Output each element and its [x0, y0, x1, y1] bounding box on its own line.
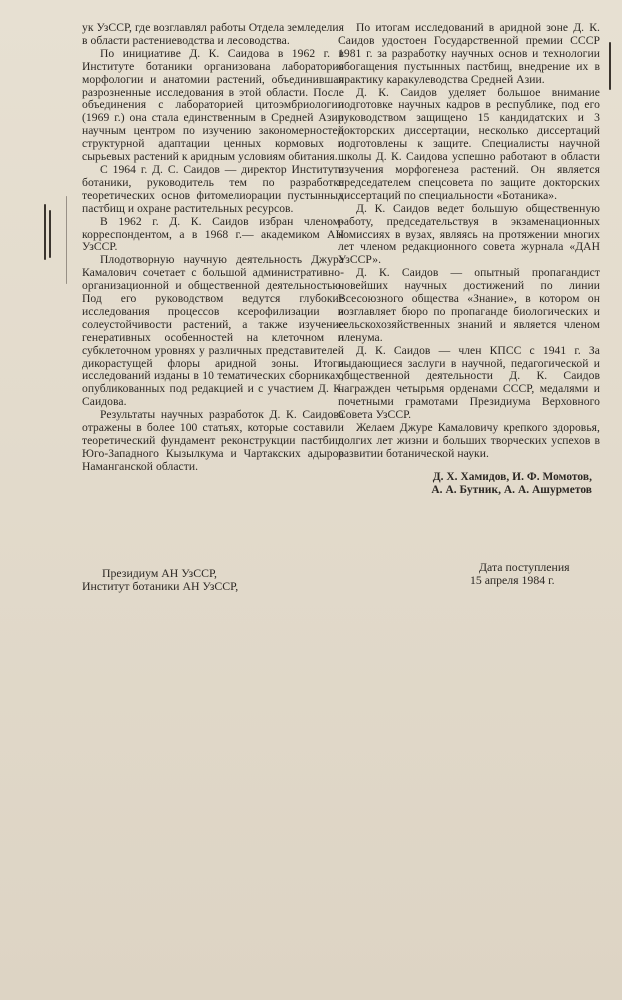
- left-paragraph-1: ук УзССР, где возглавлял работы Отдела земледелия в области растениеводства и лесоводства.: [82, 21, 344, 47]
- margin-mark-left-3: [66, 196, 67, 284]
- margin-mark-left-2: [49, 210, 51, 258]
- right-column: [338, 22, 600, 497]
- right-paragraph-6: Желаем Джуре Камаловичу крепкого здоровья, долгих лет жизни и больших творческих успехов в развитии ботанической науки.: [338, 421, 600, 460]
- receipt-label: Дата поступления: [479, 560, 570, 574]
- left-paragraph-6: Результаты научных разработок Д. К. Саидова отражены в более 100 статьях, которые составили теоретический фундамент реконструкции пастбищ Юго-Западного Кызылкума и Чартакских адыров Наманганской области.: [82, 408, 344, 473]
- left-paragraph-5: Плодотворную научную деятельность Джура Камалович сочетает с большой административно-организационной и общественной деятельностью. Под его руководством ведутся глубокие исследования процессов ксерофилизации и солеустойчивости растений, а также изучение генеративных особенностей на клеточном и субклеточном уровнях у различных представителей дикорастущей флоры аридной зоны. Итоги исследований изданы в 10 тематических сборниках, опубликованных под редакцией и с участием Д. К. Саидова.: [82, 253, 344, 409]
- authors-line-1: Д. Х. Хамидов, И. Ф. Момотов,: [432, 470, 592, 483]
- left-column: [82, 22, 344, 474]
- left-paragraph-3: С 1964 г. Д. С. Саидов — директор Института ботаники, руководитель тем по разработке теоретических основ фитомелиорации пустынных пастбищ и охране растительных ресурсов.: [82, 162, 344, 215]
- right-paragraph-3: Д. К. Саидов ведет большую общественную работу, председательствуя в экзаменационных комиссиях в вузах, являясь на протяжении многих лет членом редакционного совета журнала «ДАН УзССР».: [338, 201, 600, 267]
- right-paragraph-2: Д. К. Саидов уделяет большое внимание подготовке научных кадров в республике, под его руководством защищено 15 кандидатских и 3 докторских диссертации, несколько диссертаций подготовлены к защите. Специалисты научной школы Д. К. Саидова успешно работают в области изучения морфогенеза растений. Он является председателем спецсовета по защите докторских диссертаций по специальности «Ботаника».: [338, 85, 600, 202]
- affiliation-line-2: Институт ботаники АН УзССР,: [82, 579, 239, 594]
- left-paragraph-4: В 1962 г. Д. К. Саидов избран членом-корреспондентом, а в 1968 г.— академиком АН УзССР.: [82, 214, 344, 254]
- right-paragraph-4: Д. К. Саидов — опытный пропагандист новейших научных достижений по линии Всесоюзного общества «Знание», в котором он возглавляет бюро по пропаганде биологических и сельскохозяйственных знаний и является членом пленума.: [338, 266, 600, 344]
- left-paragraph-2: По инициативе Д. К. Саидова в 1962 г. в Институте ботаники организована лаборатория морфологии и анатомии растений, объединившая разрозненные исследования в этой области. После объединения с лабораторией цитоэмбриологии (1969 г.) она стала единственным в Средней Азии научным центром по изучению закономерностей структурной адаптации ценных кормовых и сырьевых растений к аридным условиям обитания.: [82, 46, 344, 164]
- margin-mark-left-1: [44, 204, 46, 260]
- affiliation: [82, 567, 322, 594]
- right-paragraph-5: Д. К. Саидов — член КПСС с 1941 г. За выдающиеся заслуги в научной, педагогической и общественной деятельности Д. К. Саидов награжден четырьмя орденами СССР, медалями и почетными грамотами Президиума Верховного Совета УзССР.: [338, 343, 600, 422]
- receipt-date: [470, 561, 610, 588]
- author-list: [338, 471, 600, 497]
- authors-line-2: А. А. Бутник, А. А. Ашурметов: [431, 483, 592, 496]
- right-paragraph-1: По итогам исследований в аридной зоне Д. К. Саидов удостоен Государственной премии СССР 1981 г. за разработку научных основ и технологии обогащения пустынных пастбищ, внедрение их в практику каракулеводства Средней Азии.: [338, 21, 600, 86]
- affiliation-line-1: Президиум АН УзССР,: [102, 566, 217, 580]
- margin-mark-right: [609, 42, 611, 90]
- receipt-date-value: 15 апреля 1984 г.: [470, 573, 555, 588]
